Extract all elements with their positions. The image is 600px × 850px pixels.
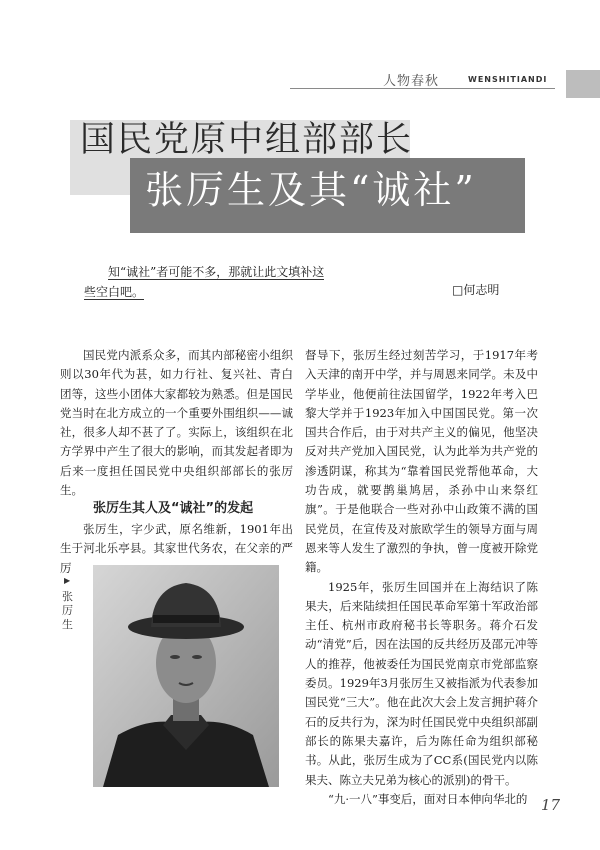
column-name: 人物春秋 <box>383 74 440 89</box>
paragraph-right-1: 督导下，张厉生经过刻苦学习，于1917年考入天津的南开中学，并与周恩来同学。未及中学毕业，他便前往法国留学，1922年考入巴黎大学并于1923年加入中国国民党。第一次国共合作后，由于对共产主义的偏见，他坚决反对共产党加入国民党，认为此举为共产党的渗透阴谋，称其为“靠着国民党帮他革命，大功告成，就要鹊巢鸠居，杀孙中山来祭红旗”。于是他联合一些对孙中山政策不满的国民党员，在宣传及对旅欧学生的领导方面与周恩来等人发生了激烈的争执，曾一度被开除党籍。 <box>305 348 538 575</box>
paragraph-intro: 国民党内派系众多，而其内部秘密小组织则以30年代为甚，如力行社、复兴社、青白团等，这些小团体大家都较为熟悉。但是国民党当时在北方成立的一个重要外围组织——诚社，很多人却不甚了了。实际上，该组织在北方学界中产生了很大的影响，而其发起者即为后来一度担任国民党中央组织部部长的张厉生。 <box>60 348 293 498</box>
caption-arrow-icon: ▶ <box>64 576 71 585</box>
author-byline: □何志明 <box>452 283 500 297</box>
column-pinyin: WENSHITIANDI <box>468 75 548 84</box>
body-right <box>305 346 538 809</box>
page-number: 17 <box>541 796 561 814</box>
section-heading: 张厉生其人及“诚社”的发起 <box>93 501 254 516</box>
portrait-photo <box>93 565 279 787</box>
title-line-1: 国民党原中组部部长 <box>80 120 414 160</box>
header-gray-block <box>566 70 600 98</box>
photo-caption: 张厉生 <box>62 590 73 631</box>
title-line-2: 张厉生及其“诚社” <box>145 168 477 212</box>
body-left-top <box>60 346 293 500</box>
paragraph-right-3: “九·一八”事变后，面对日本伸向华北的 <box>328 791 528 806</box>
intro-line-1: 知“诚社”者可能不多，那就让此文填补这 <box>108 265 325 279</box>
paragraph-right-2: 1925年，张厉生回国并在上海结识了陈果夫，后来陆续担任国民革命军第十军政治部主任、杭州市政府秘书长等职务。蒋介石发动“清党”后，因在法国的反共经历及邵元冲等人的推荐，他被委任为国民党南京市党部监察委员。1929年3月张厉生又被指派为代表参加国民党“三大”。他在此次大会上发言拥护蒋介石的反共行为，深为时任国民党中央组织部副部长的陈果夫嘉许，后为陈任命为组织部秘书。从此，张厉生成为了CC系(国民党内以陈果夫、陈立夫兄弟为核心的派别)的骨干。 <box>305 579 538 787</box>
intro-line-2: 些空白吧。 <box>84 285 145 299</box>
intro-text <box>84 262 334 302</box>
paragraph-biography-start: 张厉生，字少武，原名维新，1901年出生于河北乐亭县。其家世代务农，在父亲的严厉 <box>60 522 293 575</box>
